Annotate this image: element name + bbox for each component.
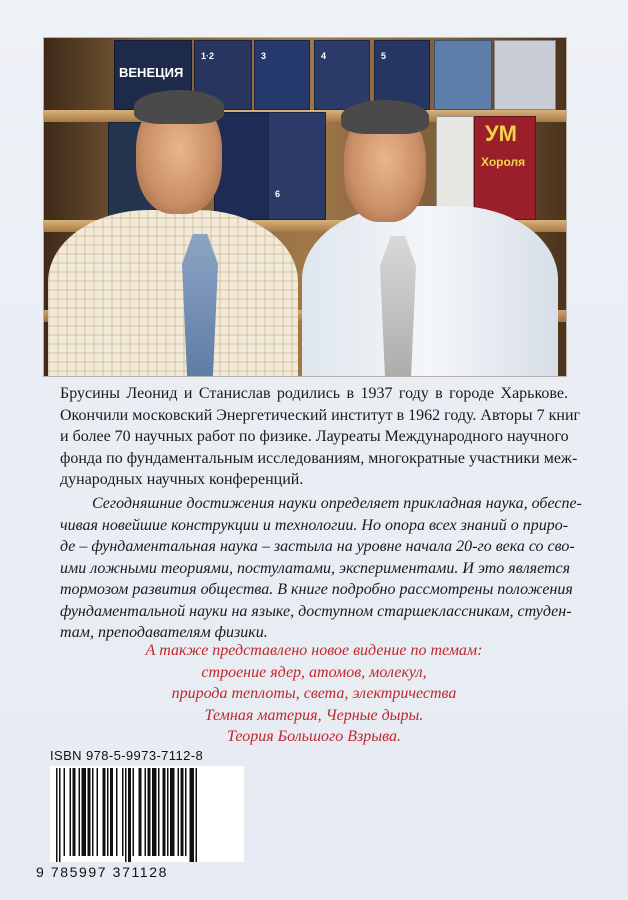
barcode-bars: [50, 766, 244, 862]
barcode-bar: [178, 768, 180, 856]
hair: [134, 90, 224, 124]
barcode-bar: [181, 768, 184, 856]
barcode-bar: [73, 768, 76, 856]
barcode-bar: [88, 768, 91, 856]
barcode-bar: [59, 768, 61, 862]
abstract-line: фундаментальной науки на языке, доступном старшеклассникам, студен-: [60, 602, 572, 620]
tie: [182, 234, 218, 376]
abstract-line: чивая новейшие конструкции и технологии. Но опора всех знаний о приро-: [60, 516, 569, 534]
barcode-bar: [190, 768, 195, 862]
barcode-digits: 9 785997 371128: [36, 864, 168, 880]
shirt: [48, 210, 298, 376]
topics-intro: А также представлено новое видение по темам:: [145, 642, 483, 659]
topic-line: Теория Большого Взрыва.: [227, 728, 401, 745]
book-label: 6: [275, 189, 281, 199]
barcode-bar: [158, 768, 160, 856]
book: [214, 112, 274, 220]
barcode-bar: [79, 768, 81, 856]
barcode-bar: [103, 768, 106, 856]
book-abstract: [60, 493, 582, 644]
barcode-bar: [82, 768, 87, 856]
book: [494, 40, 556, 110]
abstract-line: Сегодняшние достижения науки определяет прикладная наука, обеспе-: [92, 495, 582, 512]
book-label: 5: [381, 51, 387, 61]
barcode-bar: [110, 768, 113, 856]
topic-line: природа теплоты, света, электричества: [171, 685, 457, 702]
book: [254, 40, 310, 110]
barcode-bar: [64, 768, 66, 856]
barcode-bar: [170, 768, 175, 856]
author-bio: [60, 383, 581, 491]
barcode-bar: [196, 768, 198, 862]
barcode-bar: [122, 768, 124, 856]
book-label: ВЕНЕЦИЯ: [119, 65, 184, 80]
barcode-bar: [70, 768, 72, 856]
barcode-bar: [185, 768, 187, 856]
abstract-line: ими ложными теориями, постулатами, экспериментами. И это является: [60, 559, 571, 577]
barcode-bar: [167, 768, 169, 856]
book: [314, 40, 370, 110]
book: [436, 116, 474, 220]
book-label: 4: [321, 51, 327, 61]
bio-line: фонда по фундаментальным исследованиям, многократные участники меж-: [60, 449, 578, 467]
barcode-bar: [139, 768, 142, 856]
book: [268, 112, 326, 220]
abstract-line: там, преподавателям физики.: [60, 624, 268, 641]
author-photo: [44, 38, 566, 376]
bio-line: дународных научных конференций.: [60, 471, 304, 488]
tie: [380, 236, 416, 376]
barcode-bar: [97, 768, 99, 856]
barcode-bar: [152, 768, 157, 856]
isbn-text: ISBN 978-5-9973-7112-8: [50, 748, 204, 763]
book-label: Хороля: [481, 155, 526, 169]
barcode-bar: [56, 768, 58, 862]
bio-line: и более 70 научных работ по физике. Лауреаты Международного научного: [60, 428, 569, 445]
topic-line: строение ядер, атомов, молекул,: [201, 663, 427, 681]
bio-line: Окончили московский Энергетический институт в 1962 году. Авторы 7 книг: [60, 406, 581, 424]
barcode-bar: [125, 768, 127, 862]
abstract-line: де – фундаментальная наука – застыла на уровне начала 20-го века со сво-: [60, 538, 575, 555]
book-um: [474, 116, 536, 220]
book-label: 3: [261, 51, 267, 61]
topics-list: [60, 640, 568, 748]
bio-line: Брусины Леонид и Станислав родились в 1937 году в городе Харькове.: [60, 385, 568, 402]
barcode-bar: [92, 768, 94, 856]
barcode-bar: [116, 768, 118, 856]
shirt: [302, 206, 558, 376]
book-label: 1·2: [201, 51, 215, 61]
barcode-bar: [145, 768, 147, 856]
book: [434, 40, 492, 110]
barcode-bar: [163, 768, 166, 856]
topic-line: Темная материя, Черные дыры.: [204, 706, 424, 724]
hair: [341, 100, 429, 134]
barcode-bar: [128, 768, 131, 862]
barcode-bar: [133, 768, 135, 856]
barcode-bar: [107, 768, 109, 856]
abstract-line: тормозом развития общества. В книге подробно рассмотрены положения: [60, 581, 573, 598]
book-label: УМ: [485, 121, 518, 146]
barcode: [50, 766, 244, 862]
barcode-bar: [148, 768, 151, 856]
